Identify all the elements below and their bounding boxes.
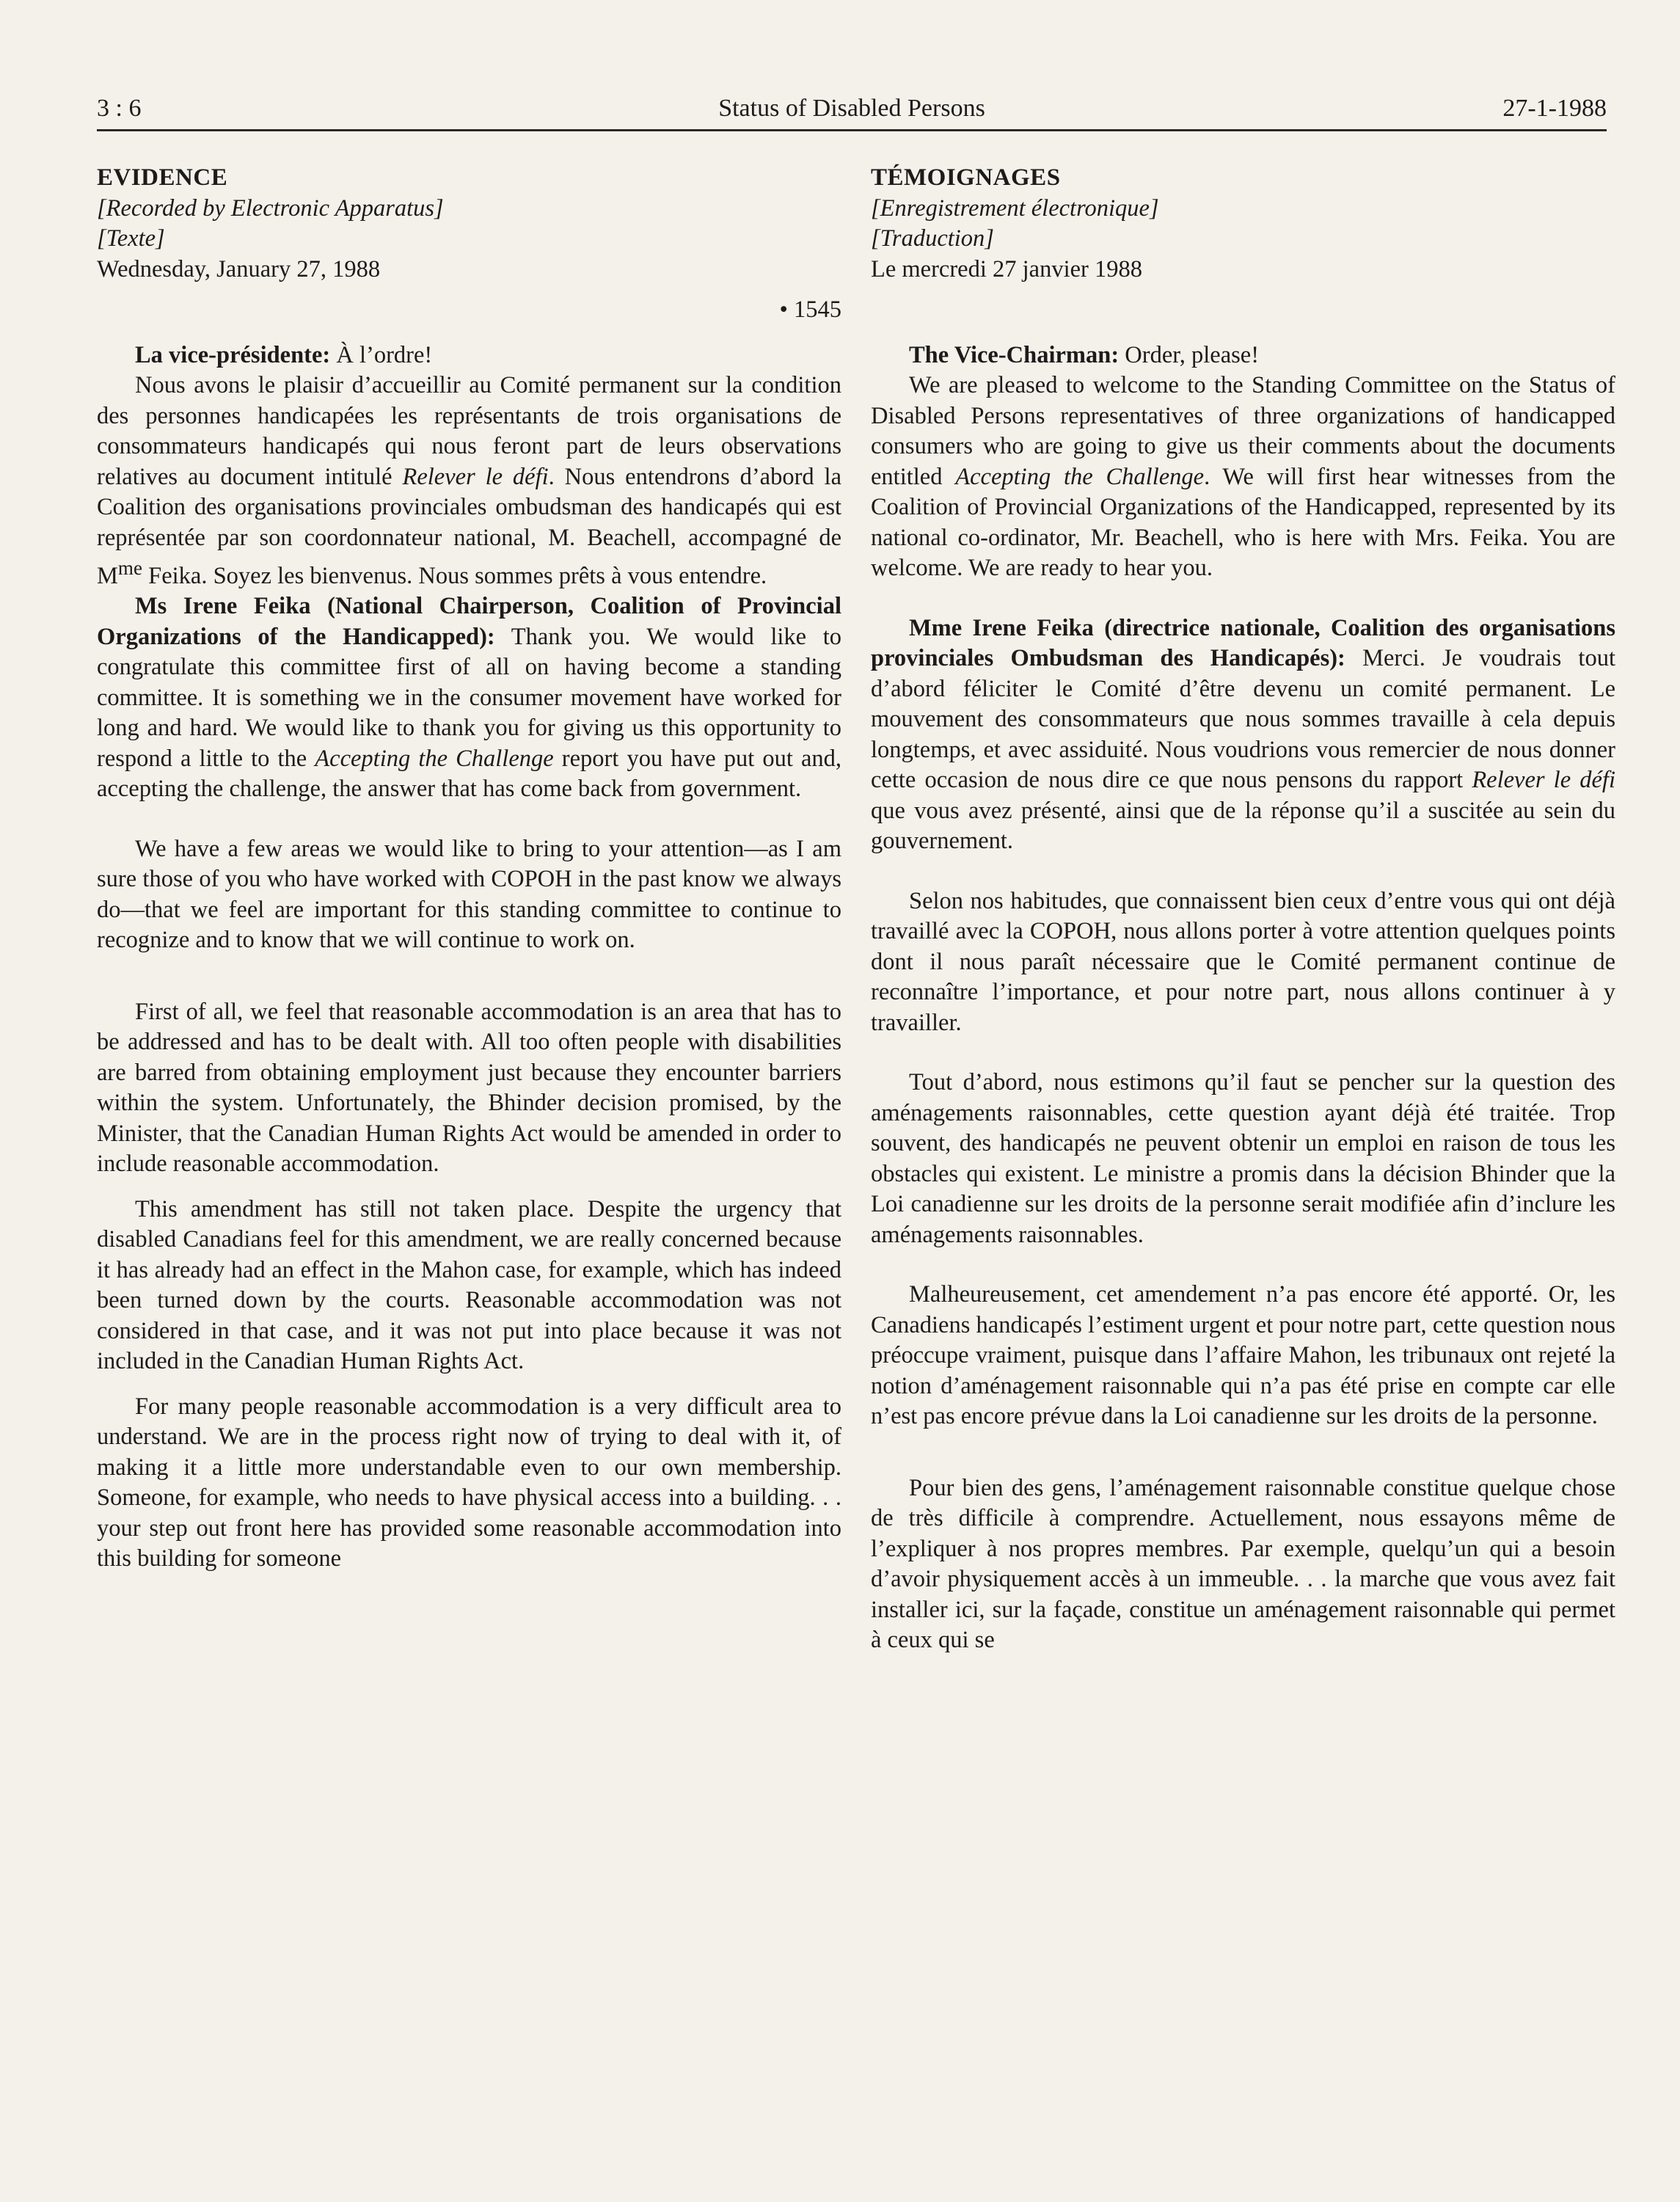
speaker-name: Ms Irene Feika (National Chairperson, Coalition of Provincial Organizations of the Handicapped): bbox=[97, 593, 841, 650]
paragraph: This amendment has still not taken place. Despite the urgency that disabled Canadians feel for this amendment, we are really concerned because it has already had an effect in the Mahon case, for example, which has indeed been turned down by the courts. Reasonable accommodation was not considered in that case, and it was not put into place because it was not included in the Canadian Human Rights Act. bbox=[97, 1195, 841, 1375]
page-number: 3 : 6 bbox=[97, 95, 142, 122]
paragraph-text: Nous avons le plaisir d’accueillir au Comité permanent sur la condition des personnes handicapées les représentants de trois organisations de consommateurs handicapés qui nous feront part de leurs observations relatives au document intitulé bbox=[97, 372, 841, 490]
paragraph: Pour bien des gens, l’aménagement raisonnable constitue quelque chose de très difficile à comprendre. Actuellement, nous essayons même de l’expliquer à nos propres membres. Par exemple, quelqu’un qui a besoin d’avoir physiquement accès à un immeuble. . . la marche que vous avez fait installer ici, sur la façade, constitue un aménagement raisonnable qui permet à ceux qui se bbox=[871, 1474, 1615, 1653]
paragraph: Selon nos habitudes, que connaissent bien ceux d’entre vous qui ont déjà travaillé avec la COPOH, nous allons porter à votre attention quelques points dont il nous paraît nécessaire que le Comité permanent continue de reconnaître l’importance, et pour notre part, nous allons continuer à y travailler. bbox=[871, 887, 1615, 1036]
document-title: Relever le défi bbox=[1472, 767, 1615, 793]
paragraph bbox=[97, 340, 841, 371]
header-date: 27-1-1988 bbox=[1502, 95, 1607, 122]
paragraph-text: . We will first hear witnesses from the Coalition of Provincial Organizations of the Handicapped, represented by its national co-ordinator, Mr. Beachell, who is here with Mrs. Feika. You are welcome. We are ready to hear you. bbox=[871, 463, 1615, 581]
paragraph bbox=[871, 613, 1615, 857]
temoignages-heading: TÉMOIGNAGES bbox=[871, 164, 1061, 191]
paragraph-text: À l’ordre! bbox=[330, 341, 433, 368]
document-page bbox=[97, 90, 1615, 1653]
paragraph-text: Feika. Soyez les bienvenus. Nous sommes prêts à vous entendre. bbox=[142, 562, 767, 589]
paragraph-text: que vous avez présenté, ainsi que de la réponse qu’il a suscitée au sein du gouvernement. bbox=[871, 797, 1615, 854]
paragraph: First of all, we feel that reasonable accommodation is an area that has to be addressed and has to be dealt with. All too often people with disabilities are barred from obtaining employment just because they encounter barriers within the system. Unfortunately, the Bhinder decision promised, by the Minister, that the Canadian Human Rights Act would be amended in order to include reasonable accommodation. bbox=[97, 998, 841, 1178]
paragraph bbox=[871, 371, 1615, 584]
paragraph bbox=[97, 591, 841, 805]
running-header bbox=[97, 90, 1607, 128]
document-title: Accepting the Challenge bbox=[315, 745, 554, 772]
paragraph-text: We are pleased to welcome to the Standing Committee on the Status of Disabled Persons representatives of three organizations of handicapped consumers who are going to give us their comments about the documents entitled bbox=[871, 372, 1615, 490]
paragraph bbox=[97, 371, 841, 591]
header-rule bbox=[97, 129, 1607, 131]
language-note: [Traduction] bbox=[871, 225, 994, 252]
paragraph-text: Thank you. We would like to congratulate this committee first of all on having become a standing committee. It is something we in the consumer movement have worked for long and hard. We would like to thank you for giving us this opportunity to respond a little to the bbox=[97, 623, 841, 772]
left-column bbox=[97, 163, 841, 1575]
paragraph: Malheureusement, cet amendement n’a pas encore été apporté. Or, les Canadiens handicapés l’estiment urgent et pour notre part, cette question nous préoccupe vraiment, puisque dans l’affaire Mahon, les tribunaux ont rejeté la notion d’aménagement raisonnable qui n’a pas été prise en compte car elle n’est pas encore prévue dans la Loi canadienne sur les droits de la personne. bbox=[871, 1281, 1615, 1429]
right-column bbox=[871, 163, 1615, 1656]
paragraph: Tout d’abord, nous estimons qu’il faut se pencher sur la question des aménagements raisonnables, cette question ayant déjà été traitée. Trop souvent, des handicapés ne peuvent obtenir un emploi en raison de tous les obstacles qui existent. Le ministre a promis dans la décision Bhinder que la Loi canadienne sur les droits de la personne serait modifiée afin d’inclure les aménagements raisonnables. bbox=[871, 1069, 1615, 1248]
paragraph: We have a few areas we would like to bring to your attention—as I am sure those of you who have worked with COPOH in the past know we always do—that we feel are important for this standing committee to continue to recognize and to know that we will continue to work on. bbox=[97, 835, 841, 954]
time-marker: • 1545 bbox=[779, 296, 841, 323]
paragraph-text: report you have put out and, accepting the challenge, the answer that has come back from government. bbox=[97, 745, 842, 803]
document-title: Relever le défi bbox=[402, 463, 549, 490]
paragraph: For many people reasonable accommodation is a very difficult area to understand. We are in the process right now of trying to deal with it, of making it a little more understandable even to our own membership. Someone, for example, who needs to have physical access into a building. . . your step out front here has provided some reasonable accommodation into this building for someone bbox=[97, 1393, 841, 1572]
recorded-note: [Recorded by Electronic Apparatus] bbox=[97, 194, 444, 222]
speaker-name: La vice-présidente: bbox=[135, 341, 331, 368]
paragraph bbox=[871, 340, 1615, 371]
paragraph-text: . Nous entendrons d’abord la Coalition des organisations provinciales ombudsman des handicapés qui est représentée par son coordonnateur national, M. Beachell, accompagné de M bbox=[97, 463, 842, 589]
session-date: Wednesday, January 27, 1988 bbox=[97, 255, 381, 282]
language-note: [Texte] bbox=[97, 225, 165, 252]
speaker-name: The Vice-Chairman: bbox=[909, 341, 1120, 368]
document-title: Accepting the Challenge bbox=[955, 463, 1205, 490]
committee-title: Status of Disabled Persons bbox=[718, 95, 985, 122]
recorded-note: [Enregistrement électronique] bbox=[871, 194, 1159, 222]
session-date: Le mercredi 27 janvier 1988 bbox=[871, 255, 1142, 282]
paragraph-text: Merci. Je voudrais tout d’abord féliciter le Comité d’être devenu un comité permanent. Le mouvement des consommateurs que nous sommes travaille à cela depuis longtemps, et avec assiduité. Nous voudrions vous remercier de nous donner cette occasion de nous dire ce que nous pensons du rapport bbox=[871, 645, 1615, 793]
paragraph-text: Order, please! bbox=[1119, 341, 1260, 368]
superscript: me bbox=[117, 557, 142, 579]
evidence-heading: EVIDENCE bbox=[97, 164, 228, 191]
speaker-name: Mme Irene Feika (directrice nationale, Coalition des organisations provinciales Ombudsman des Handicapés): bbox=[871, 614, 1615, 671]
